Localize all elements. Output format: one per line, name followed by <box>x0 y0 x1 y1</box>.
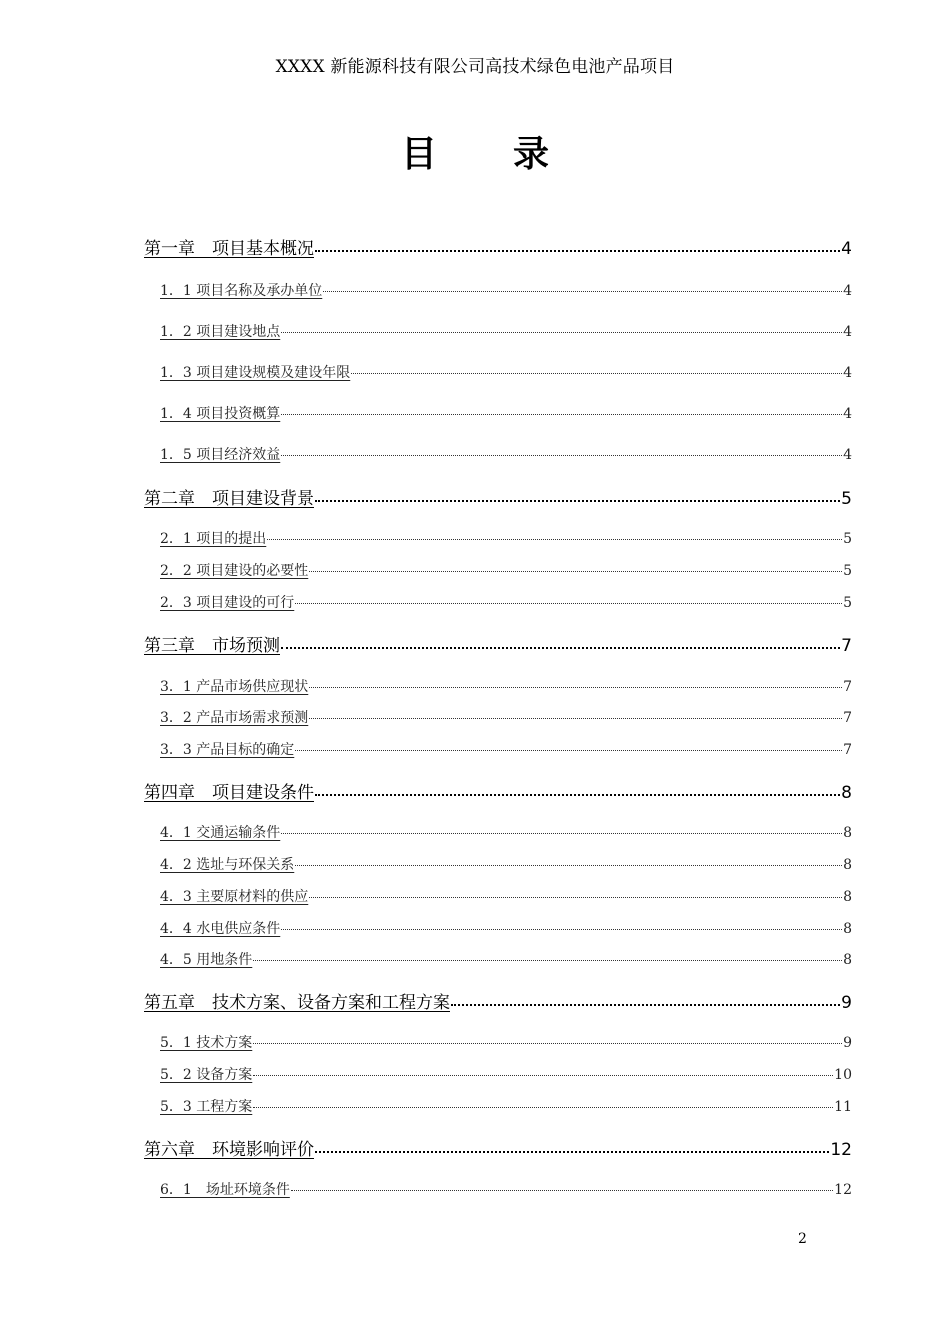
toc-entry-page: 8 <box>843 921 852 937</box>
toc-entry-page: 12 <box>830 1140 852 1160</box>
toc-section-entry[interactable] <box>160 1179 852 1199</box>
toc-section-entry[interactable] <box>160 822 852 842</box>
page-number: 2 <box>798 1231 807 1247</box>
dot-leader <box>295 855 842 869</box>
toc-section-entry[interactable] <box>160 1064 852 1084</box>
toc-entry-page: 9 <box>841 993 852 1013</box>
toc-section-entry[interactable] <box>160 403 852 423</box>
toc-entry-page: 7 <box>843 679 852 695</box>
dot-leader <box>309 708 842 722</box>
toc-entry-page: 5 <box>843 531 852 547</box>
toc-entry-label[interactable]: 第四章 项目建设条件 <box>144 783 314 803</box>
toc-section-entry[interactable] <box>160 528 852 548</box>
toc-section-entry[interactable] <box>160 321 852 341</box>
toc-entry-page: 11 <box>834 1099 852 1115</box>
toc-entry-label[interactable]: 1．4 项目投资概算 <box>160 406 281 422</box>
dot-leader <box>291 1180 833 1194</box>
toc-chapter-entry[interactable] <box>144 234 852 259</box>
toc-entry-page: 7 <box>843 742 852 758</box>
toc-section-entry[interactable] <box>160 707 852 727</box>
toc-entry-page: 8 <box>843 889 852 905</box>
toc-entry-page: 10 <box>834 1067 852 1083</box>
dot-leader <box>351 363 842 377</box>
toc-entry-label[interactable]: 5．1 技术方案 <box>160 1035 253 1051</box>
toc-entry-label[interactable]: 第六章 环境影响评价 <box>144 1140 314 1160</box>
toc-section-entry[interactable] <box>160 854 852 874</box>
toc-title <box>0 126 950 177</box>
toc-section-entry[interactable] <box>160 592 852 612</box>
toc-entry-page: 4 <box>843 447 852 463</box>
dot-leader <box>281 404 842 418</box>
dot-leader <box>281 322 842 336</box>
dot-leader <box>281 823 842 837</box>
toc-chapter-entry[interactable] <box>144 1135 852 1160</box>
toc-entry-label[interactable]: 4．2 选址与环保关系 <box>160 857 295 873</box>
toc-title-char-1: 目 <box>400 134 437 175</box>
toc-entry-page: 7 <box>841 636 852 656</box>
dot-leader <box>323 281 842 295</box>
toc-entry-label[interactable]: 2．2 项目建设的必要性 <box>160 563 309 579</box>
dot-leader <box>315 781 840 798</box>
toc-section-entry[interactable] <box>160 918 852 938</box>
dot-leader <box>309 887 842 901</box>
toc-entry-page: 8 <box>843 825 852 841</box>
toc-entry-label[interactable]: 6．1 场址环境条件 <box>160 1182 290 1198</box>
toc-entry-label[interactable]: 3．2 产品市场需求预测 <box>160 710 309 726</box>
toc-section-entry[interactable] <box>160 886 852 906</box>
toc-entry-label[interactable]: 第二章 项目建设背景 <box>144 489 314 509</box>
dot-leader <box>315 487 840 504</box>
dot-leader <box>253 950 842 964</box>
running-header: XXXX 新能源科技有限公司高技术绿色电池产品项目 <box>275 57 675 77</box>
toc-chapter-entry[interactable] <box>144 484 852 509</box>
toc-chapter-entry[interactable] <box>144 988 852 1013</box>
dot-leader <box>267 529 842 543</box>
toc-entry-label[interactable]: 第三章 市场预测 <box>144 636 280 656</box>
toc-chapter-entry[interactable] <box>144 631 852 656</box>
toc-entry-label[interactable]: 4．5 用地条件 <box>160 952 253 968</box>
toc-entry-page: 4 <box>843 324 852 340</box>
toc-entry-page: 8 <box>841 783 852 803</box>
toc-entry-label[interactable]: 4．4 水电供应条件 <box>160 921 281 937</box>
toc-section-entry[interactable] <box>160 676 852 696</box>
toc-entry-label[interactable]: 4．1 交通运输条件 <box>160 825 281 841</box>
dot-leader <box>253 1065 833 1079</box>
toc-section-entry[interactable] <box>160 1096 852 1116</box>
dot-leader <box>309 677 842 691</box>
toc-chapter-entry[interactable] <box>144 778 852 803</box>
toc-entry-label[interactable]: 4．3 主要原材料的供应 <box>160 889 309 905</box>
toc-entry-label[interactable]: 1．5 项目经济效益 <box>160 447 281 463</box>
toc-entry-page: 4 <box>841 239 852 259</box>
toc-section-entry[interactable] <box>160 560 852 580</box>
toc-title-char-2: 录 <box>513 134 550 175</box>
toc-entry-label[interactable]: 1．3 项目建设规模及建设年限 <box>160 365 351 381</box>
toc-entry-page: 5 <box>843 563 852 579</box>
dot-leader <box>315 237 840 254</box>
toc-entry-page: 5 <box>843 595 852 611</box>
toc-entry-page: 8 <box>843 857 852 873</box>
toc-entry-page: 4 <box>843 365 852 381</box>
toc-entry-label[interactable]: 2．3 项目建设的可行 <box>160 595 295 611</box>
toc-entry-label[interactable]: 5．3 工程方案 <box>160 1099 253 1115</box>
dot-leader <box>281 634 840 651</box>
dot-leader <box>451 991 840 1008</box>
dot-leader <box>281 445 842 459</box>
toc-entry-page: 9 <box>843 1035 852 1051</box>
toc-section-entry[interactable] <box>160 739 852 759</box>
toc-entry-label[interactable]: 第一章 项目基本概况 <box>144 239 314 259</box>
dot-leader <box>281 919 842 933</box>
dot-leader <box>253 1033 842 1047</box>
toc-section-entry[interactable] <box>160 1032 852 1052</box>
toc-entry-label[interactable]: 2．1 项目的提出 <box>160 531 267 547</box>
dot-leader <box>315 1138 829 1155</box>
toc-entry-page: 12 <box>834 1182 852 1198</box>
dot-leader <box>295 593 842 607</box>
dot-leader <box>309 561 842 575</box>
toc-entry-label[interactable]: 第五章 技术方案、设备方案和工程方案 <box>144 993 450 1013</box>
dot-leader <box>295 740 842 754</box>
dot-leader <box>253 1097 833 1111</box>
toc-entry-page: 4 <box>843 283 852 299</box>
toc-section-entry[interactable] <box>160 949 852 969</box>
toc-entry-page: 8 <box>843 952 852 968</box>
toc-section-entry[interactable] <box>160 280 852 300</box>
toc-entry-label[interactable]: 3．3 产品目标的确定 <box>160 742 295 758</box>
toc-section-entry[interactable] <box>160 362 852 382</box>
toc-entry-page: 7 <box>843 710 852 726</box>
toc-entry-page: 4 <box>843 406 852 422</box>
toc-entry-label[interactable]: 1．2 项目建设地点 <box>160 324 281 340</box>
toc-entry-page: 5 <box>841 489 852 509</box>
toc-entry-label[interactable]: 5．2 设备方案 <box>160 1067 253 1083</box>
toc-entry-label[interactable]: 1．1 项目名称及承办单位 <box>160 283 323 299</box>
toc-entry-label[interactable]: 3．1 产品市场供应现状 <box>160 679 309 695</box>
toc-section-entry[interactable] <box>160 444 852 464</box>
